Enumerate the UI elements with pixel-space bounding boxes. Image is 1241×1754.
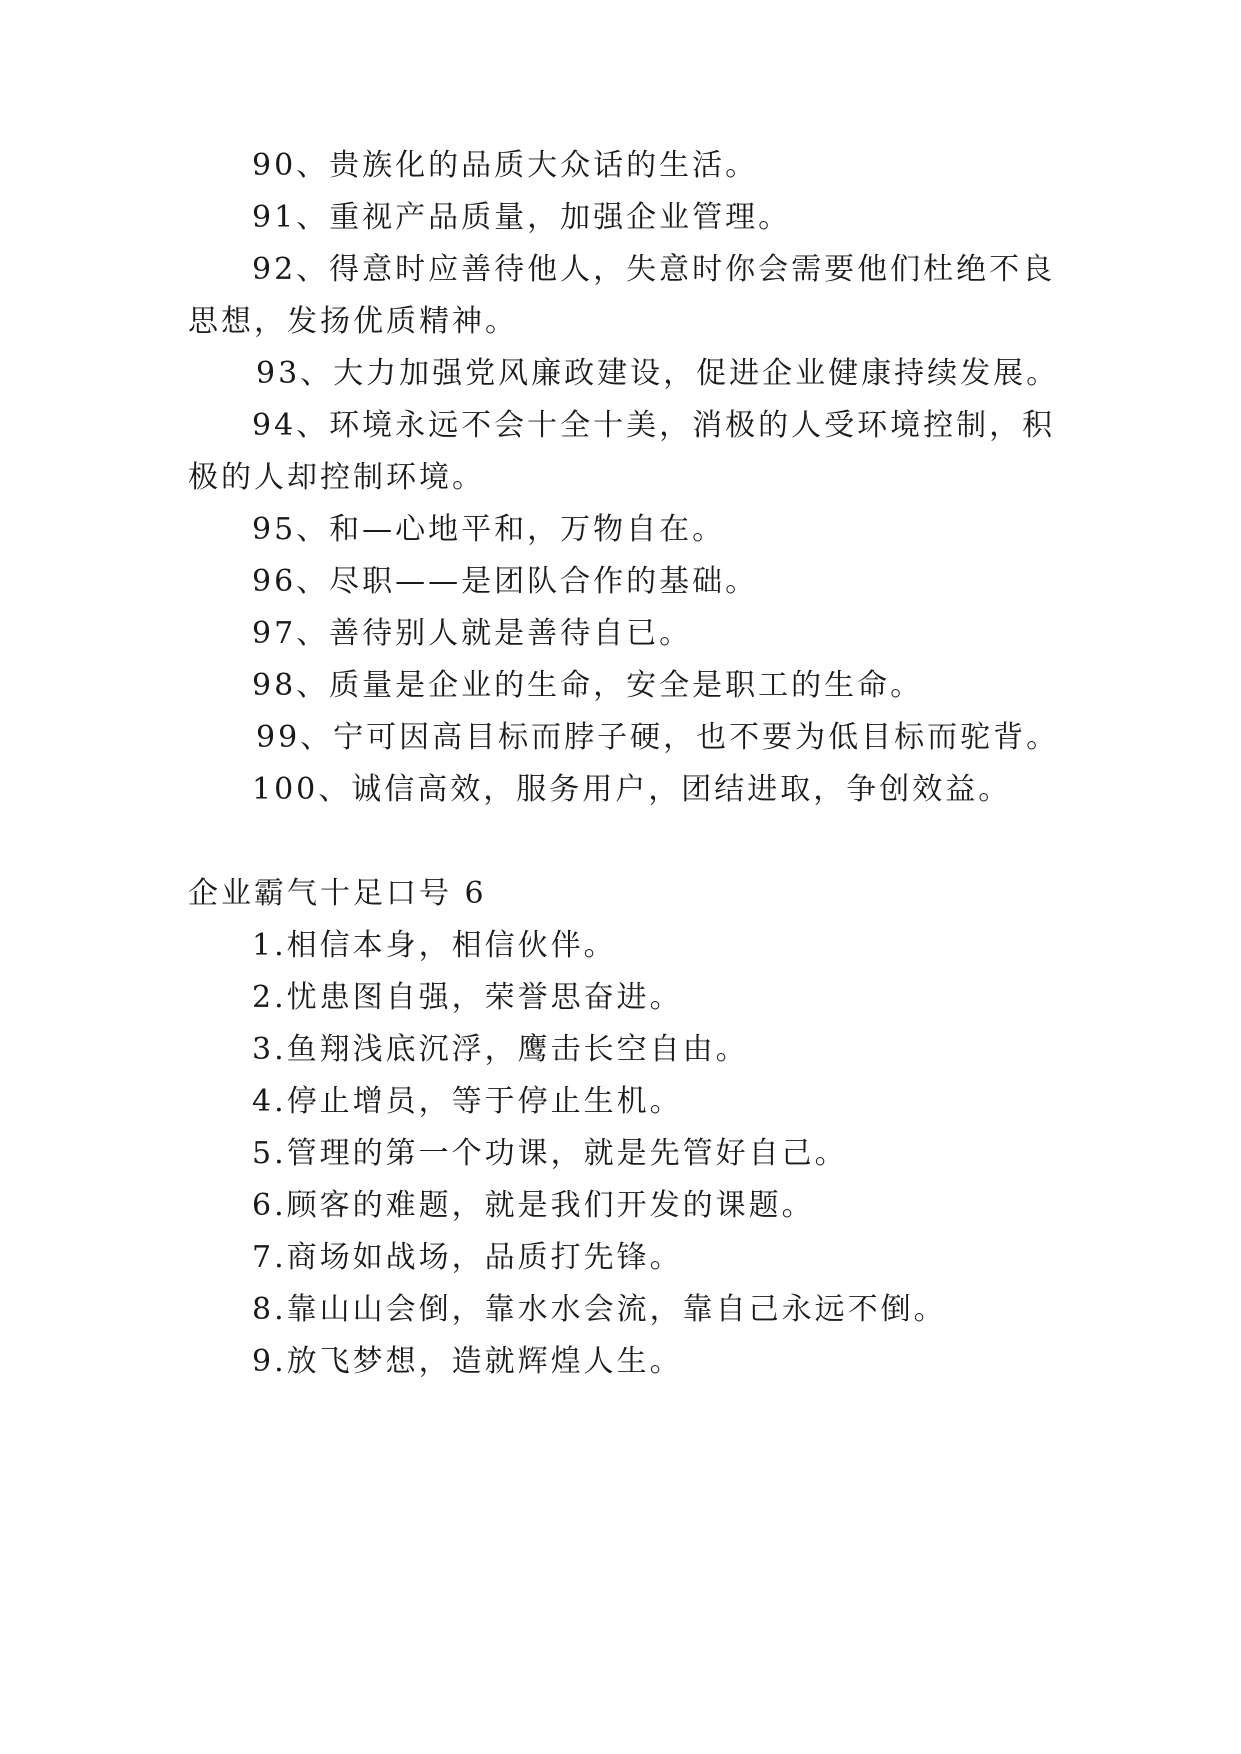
slogan-92-line-1: 92、得意时应善待他人，失意时你会需要他们杜绝不良: [252, 252, 1056, 287]
slogan-91: 91、重视产品质量，加强企业管理。: [252, 200, 792, 235]
slogan-b-8: 8.靠山山会倒，靠水水会流，靠自己永远不倒。: [252, 1292, 947, 1327]
slogan-93: 93、大力加强党风廉政建设，促进企业健康持续发展。: [256, 356, 1060, 391]
slogan-b-7: 7.商场如战场，品质打先锋。: [252, 1240, 683, 1275]
slogan-100: 100、诚信高效，服务用户，团结进取，争创效益。: [252, 772, 1012, 807]
slogan-b-4: 4.停止增员，等于停止生机。: [252, 1084, 683, 1119]
section-heading: 企业霸气十足口号 6: [188, 876, 487, 911]
slogan-b-9: 9.放飞梦想，造就辉煌人生。: [252, 1344, 683, 1379]
slogan-90: 90、贵族化的品质大众话的生活。: [252, 148, 759, 183]
slogan-94-line-2: 极的人却控制环境。: [188, 460, 485, 495]
slogan-b-6: 6.顾客的难题，就是我们开发的课题。: [252, 1188, 815, 1223]
slogan-96: 96、尽职——是团队合作的基础。: [252, 564, 759, 599]
slogan-94-line-1: 94、环境永远不会十全十美，消极的人受环境控制，积: [252, 408, 1056, 443]
slogan-98: 98、质量是企业的生命，安全是职工的生命。: [252, 668, 924, 703]
slogan-b-2: 2.忧患图自强，荣誉思奋进。: [252, 980, 683, 1015]
slogan-95: 95、和—心地平和，万物自在。: [252, 512, 726, 547]
slogan-b-1: 1.相信本身，相信伙伴。: [252, 928, 617, 963]
slogan-b-3: 3.鱼翔浅底沉浮，鹰击长空自由。: [252, 1032, 749, 1067]
slogan-99: 99、宁可因高目标而脖子硬，也不要为低目标而驼背。: [256, 720, 1060, 755]
slogan-92-line-2: 思想，发扬优质精神。: [188, 304, 518, 339]
slogan-97: 97、善待别人就是善待自已。: [252, 616, 693, 651]
slogan-b-5: 5.管理的第一个功课，就是先管好自己。: [252, 1136, 848, 1171]
